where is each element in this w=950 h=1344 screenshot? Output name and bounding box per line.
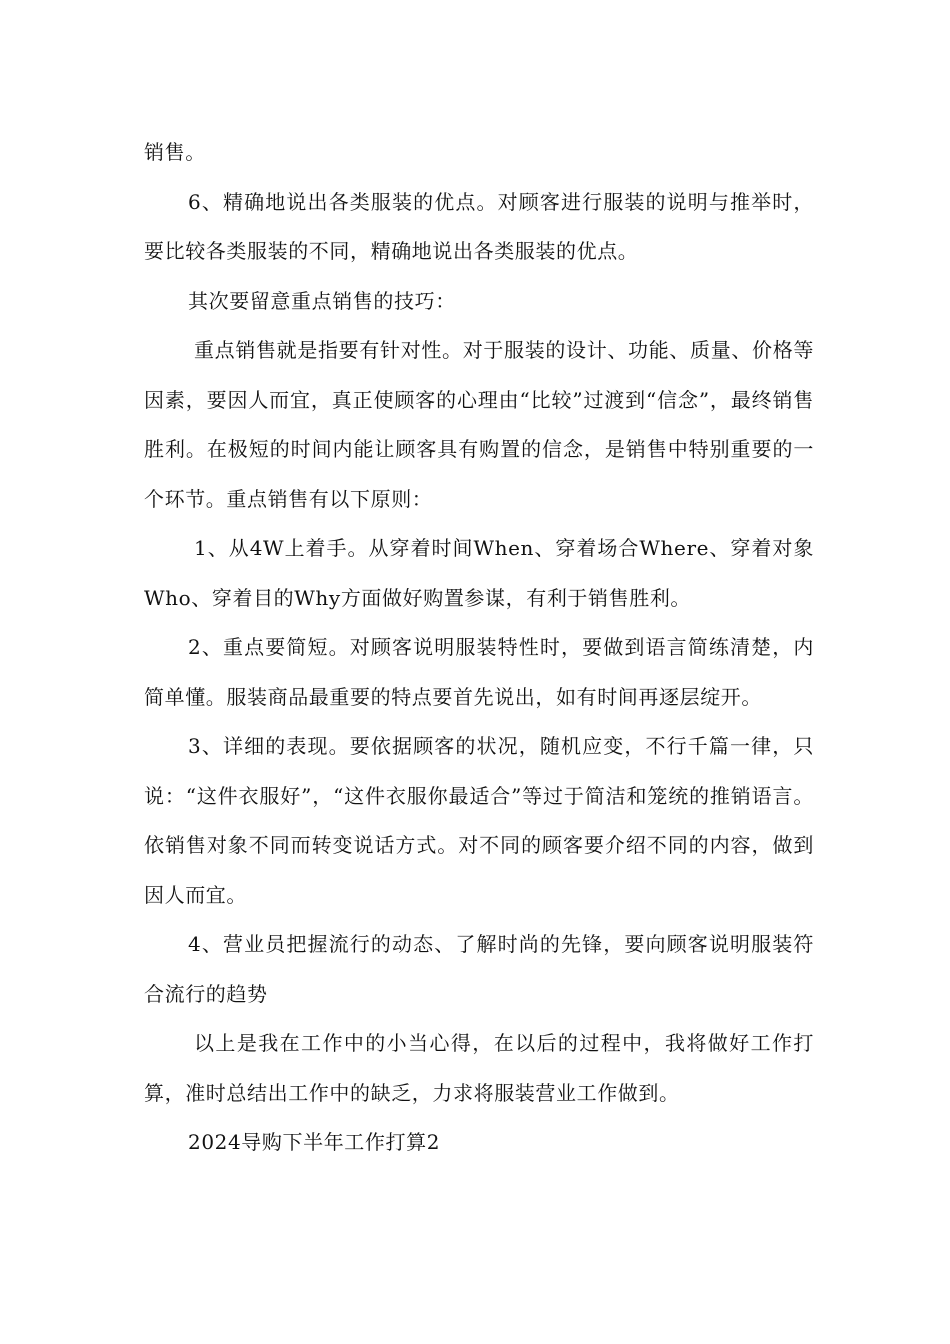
- section-heading: 2024导购下半年工作打算2: [188, 1130, 441, 1154]
- paragraph-key-selling-definition: 重点销售就是指要有针对性。对于服装的设计、功能、质量、价格等因素，要因人而宜，真正使顾客的心理由“比较”过渡到“信念”，最终销售胜利。在极短的时间内能让顾客具有购置的信念，是销售中特别重要的一个环节。重点销售有以下原则：: [144, 338, 814, 511]
- document-body: [144, 128, 814, 1168]
- paragraph-conclusion: 以上是我在工作中的小当心得，在以后的过程中，我将做好工作打算，准时总结出工作中的缺乏，力求将服装营业工作做到。: [144, 1031, 814, 1105]
- paragraph-point-6: 6、精确地说出各类服装的优点。对顾客进行服装的说明与推举时，要比较各类服装的不同，精确地说出各类服装的优点。: [144, 189, 814, 263]
- paragraph-continuation: 销售。: [144, 140, 206, 164]
- paragraph-principle-4: 4、营业员把握流行的动态、了解时尚的先锋，要向顾客说明服装符合流行的趋势: [144, 932, 814, 1006]
- paragraph-key-selling-intro: 其次要留意重点销售的技巧：: [188, 288, 456, 313]
- paragraph-principle-2: 2、重点要简短。对顾客说明服装特性时，要做到语言简练清楚，内简单懂。服装商品最重要的特点要首先说出，如有时间再逐层绽开。: [144, 635, 814, 709]
- paragraph-principle-3: 3、详细的表现。要依据顾客的状况，随机应变，不行千篇一律，只说：“这件衣服好”，“这件衣服你最适合”等过于简洁和笼统的推销语言。依销售对象不同而转变说话方式。对不同的顾客要介绍不同的内容，做到因人而宜。: [144, 734, 814, 907]
- paragraph-principle-1: 1、从4W上着手。从穿着时间When、穿着场合Where、穿着对象Who、穿着目的Why方面做好购置参谋，有利于销售胜利。: [144, 536, 814, 610]
